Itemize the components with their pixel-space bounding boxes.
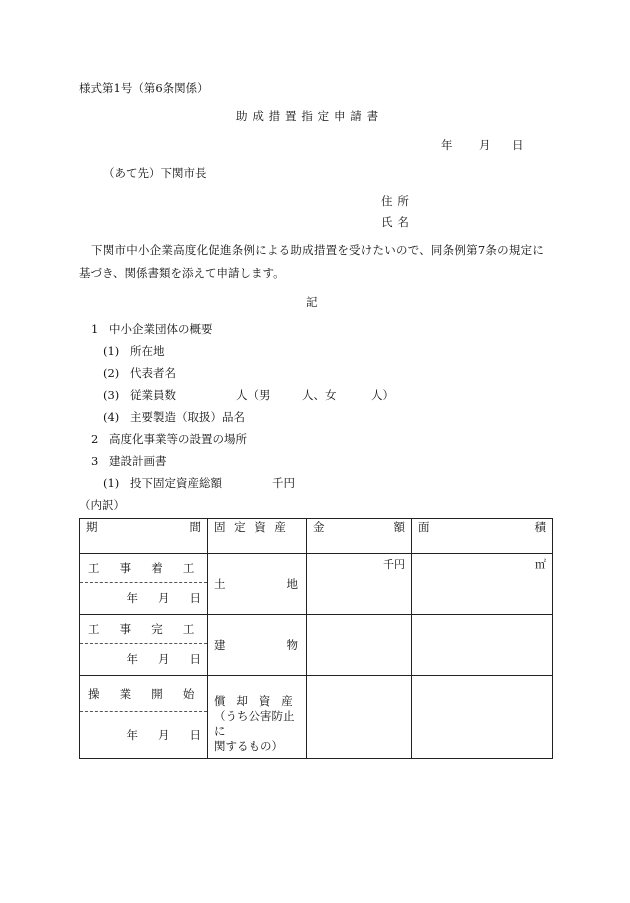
item-1-1-no: (1) — [103, 344, 120, 358]
total-assets-unit: 千円 — [272, 476, 295, 490]
period-label: 操業開始 — [88, 686, 215, 701]
header-area-a: 面 — [418, 520, 430, 534]
area-unit: ㎡ — [535, 558, 546, 571]
ki-heading: 記 — [306, 295, 318, 309]
employees-unit-a: 人（男 — [236, 388, 271, 402]
asset-land — [208, 554, 307, 615]
period-label: 工事着工 — [88, 561, 215, 575]
period-day: 日 — [189, 727, 201, 742]
header-amount-b: 額 — [393, 520, 405, 534]
employees-unit-b: 人、女 — [302, 388, 337, 402]
body-line-1: 下関市中小企業高度化促進条例による助成措置を受けたいので、同条例第7条の規定に — [91, 243, 545, 257]
item-2-no: 2 — [91, 432, 99, 446]
addressee: （あて先）下関市長 — [103, 166, 207, 180]
period-start-construction — [80, 554, 215, 615]
header-period-a: 期 — [86, 520, 98, 534]
period-day: 日 — [189, 652, 201, 666]
item-1-2-no: (2) — [103, 366, 120, 380]
area-building — [412, 615, 553, 676]
date-year: 年 — [441, 138, 453, 152]
asset-land-a: 土 — [214, 577, 226, 591]
period-month: 月 — [158, 727, 170, 742]
asset-dep-note-2: 関するもの） — [214, 739, 283, 753]
header-area-b: 積 — [534, 520, 546, 534]
asset-bldg-b: 物 — [286, 638, 298, 652]
amount-land — [307, 554, 412, 615]
amount-building — [307, 615, 412, 676]
amount-depreciable — [307, 676, 412, 759]
item-3-no: 3 — [91, 454, 99, 468]
breakdown-table — [79, 518, 553, 759]
period-month: 月 — [158, 652, 170, 666]
item-3-1-text: 投下固定資産総額 — [130, 476, 222, 490]
period-year: 年 — [126, 652, 138, 666]
header-amount-a: 金 — [313, 520, 325, 534]
date-month: 月 — [479, 138, 491, 152]
item-1-1-text: 所在地 — [130, 344, 165, 358]
period-label: 工事完工 — [88, 622, 215, 636]
period-day: 日 — [189, 591, 201, 605]
body-line-2: 基づき、関係書類を添えて申請します。 — [79, 266, 285, 280]
header-area — [412, 519, 553, 554]
item-1-3-text: 従業員数 — [130, 388, 176, 402]
header-asset — [208, 519, 307, 554]
period-year: 年 — [126, 591, 138, 605]
header-period-b: 間 — [189, 520, 201, 534]
asset-dep-label: 償却資産 — [214, 694, 304, 708]
header-amount — [307, 519, 412, 554]
amount-unit: 千円 — [383, 558, 405, 571]
period-year: 年 — [126, 727, 138, 742]
header-period — [80, 519, 208, 554]
address-label: 住所 — [381, 194, 414, 208]
period-month: 月 — [158, 591, 170, 605]
area-land — [412, 554, 553, 615]
form-number: 様式第1号（第6条関係） — [79, 81, 209, 95]
asset-dep-note-1: （うち公害防止に — [214, 709, 295, 738]
asset-bldg-a: 建 — [214, 638, 226, 652]
asset-building — [208, 615, 307, 676]
name-label: 氏名 — [381, 215, 414, 229]
item-1-3-no: (3) — [103, 388, 120, 402]
period-start-operation — [80, 676, 215, 759]
item-2-text: 高度化事業等の設置の場所 — [109, 432, 247, 446]
item-1-4-no: (4) — [103, 410, 120, 424]
employees-unit-c: 人） — [371, 388, 394, 402]
item-1-text: 中小企業団体の概要 — [109, 322, 213, 336]
header-asset-text: 固定資産 — [214, 520, 295, 534]
item-1-4-text: 主要製造（取扱）品名 — [130, 410, 245, 424]
period-complete-construction — [80, 615, 215, 676]
item-3-1-no: (1) — [103, 476, 120, 490]
item-1-no: 1 — [91, 322, 99, 336]
asset-land-b: 地 — [286, 577, 298, 591]
page-title: 助成措置指定申請書 — [236, 109, 383, 123]
item-3-text: 建設計画書 — [109, 454, 167, 468]
item-1-2-text: 代表者名 — [130, 366, 176, 380]
date-day: 日 — [512, 138, 524, 152]
breakdown-label: （内訳） — [79, 498, 125, 512]
area-depreciable — [412, 676, 553, 759]
asset-depreciable — [208, 676, 307, 759]
